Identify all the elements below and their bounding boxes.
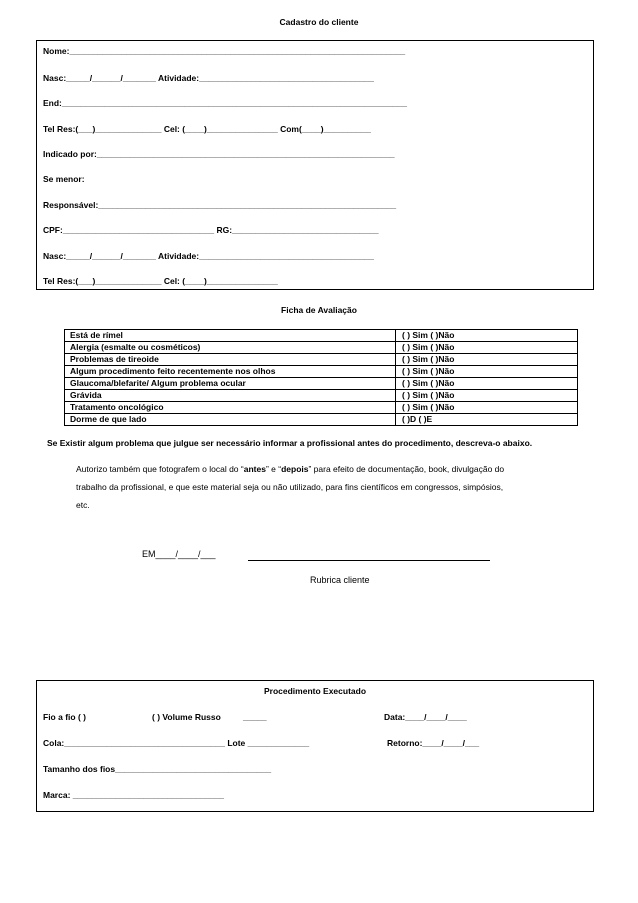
tamanho-fios-field[interactable]: Tamanho dos fios_________________________________ — [43, 764, 272, 774]
question-label: Glaucoma/blefarite/ Algum problema ocular — [65, 378, 396, 390]
page-title: Cadastro do cliente — [279, 17, 359, 27]
retorno-field[interactable]: Retorno:____/____/___ — [387, 738, 480, 748]
answer-options[interactable]: ( )D ( )E — [396, 414, 578, 426]
table-row — [65, 342, 578, 354]
answer-options[interactable]: ( ) Sim ( )Não — [396, 378, 578, 390]
procedimento-title: Procedimento Executado — [263, 686, 367, 696]
question-label: Algum procedimento feito recentemente nos olhos — [65, 366, 396, 378]
depois-word: depois — [281, 464, 309, 474]
antes-word: antes — [243, 464, 266, 474]
endereco-field[interactable]: End:_________________________________________________________________________ — [43, 98, 407, 108]
problem-note: Se Existir algum problema que julgue ser necessário informar a profissional antes do procedimento, descreva-o abaixo. — [47, 438, 533, 448]
responsavel-field[interactable]: Responsável:_______________________________________________________________ — [43, 200, 397, 210]
table-row — [65, 366, 578, 378]
authorization-text: Autorizo também que fotografem o local do “ — [76, 464, 244, 474]
volume-russo-blank[interactable]: _____ — [243, 712, 267, 722]
marca-field[interactable]: Marca: ________________________________ — [43, 790, 225, 800]
table-row — [65, 354, 578, 366]
question-label: Alergia (esmalte ou cosméticos) — [65, 342, 396, 354]
ficha-title: Ficha de Avaliação — [281, 305, 357, 315]
answer-options[interactable]: ( ) Sim ( )Não — [396, 342, 578, 354]
answer-options[interactable]: ( ) Sim ( )Não — [396, 330, 578, 342]
se-menor-label: Se menor: — [43, 174, 85, 184]
nome-field[interactable]: Nome:_______________________________________________________________________ — [43, 46, 406, 56]
answer-options[interactable]: ( ) Sim ( )Não — [396, 402, 578, 414]
authorization-text: ” para efeito de documentação, book, divulgação do — [308, 464, 505, 474]
nasc-field[interactable]: Nasc:_____/______/_______ Atividade:_____________________________________ — [43, 73, 375, 83]
table-row — [65, 330, 578, 342]
question-label: Grávida — [65, 390, 396, 402]
signature-line[interactable] — [248, 560, 490, 561]
authorization-line-3: etc. — [76, 500, 90, 510]
question-label: Dorme de que lado — [65, 414, 396, 426]
answer-options[interactable]: ( ) Sim ( )Não — [396, 354, 578, 366]
volume-russo-option[interactable]: ( ) Volume Russo — [152, 712, 221, 722]
data-field[interactable]: Data:____/____/____ — [384, 712, 467, 722]
nasc-responsavel-field[interactable]: Nasc:_____/______/_______ Atividade:_____________________________________ — [43, 251, 375, 261]
authorization-line-1 — [76, 464, 504, 474]
table-row — [65, 390, 578, 402]
indicado-por-field[interactable]: Indicado por:_______________________________________________________________ — [43, 149, 395, 159]
question-label: Tratamento oncológico — [65, 402, 396, 414]
telefone-field[interactable]: Tel Res:(___)______________ Cel: (____)_______________ Com(____)__________ — [43, 124, 371, 134]
table-row — [65, 378, 578, 390]
rubrica-label: Rubrica cliente — [310, 575, 370, 585]
cpf-rg-field[interactable]: CPF:________________________________ RG:_______________________________ — [43, 225, 379, 235]
authorization-text: ” e “ — [265, 464, 282, 474]
table-row — [65, 402, 578, 414]
fio-a-fio-option[interactable]: Fio a fio ( ) — [43, 712, 86, 722]
answer-options[interactable]: ( ) Sim ( )Não — [396, 366, 578, 378]
cola-lote-field[interactable]: Cola:__________________________________ Lote _____________ — [43, 738, 310, 748]
date-field[interactable]: EM____/____/___ — [142, 549, 216, 559]
table-row — [65, 414, 578, 426]
authorization-line-2: trabalho da profissional, e que este material seja ou não utilizado, para fins científicos em congressos, simpósios, — [76, 482, 504, 492]
telefone-responsavel-field[interactable]: Tel Res:(___)______________ Cel: (____)_______________ — [43, 276, 278, 286]
question-label: Está de rímel — [65, 330, 396, 342]
answer-options[interactable]: ( ) Sim ( )Não — [396, 390, 578, 402]
question-label: Problemas de tireoide — [65, 354, 396, 366]
evaluation-table — [64, 329, 578, 426]
